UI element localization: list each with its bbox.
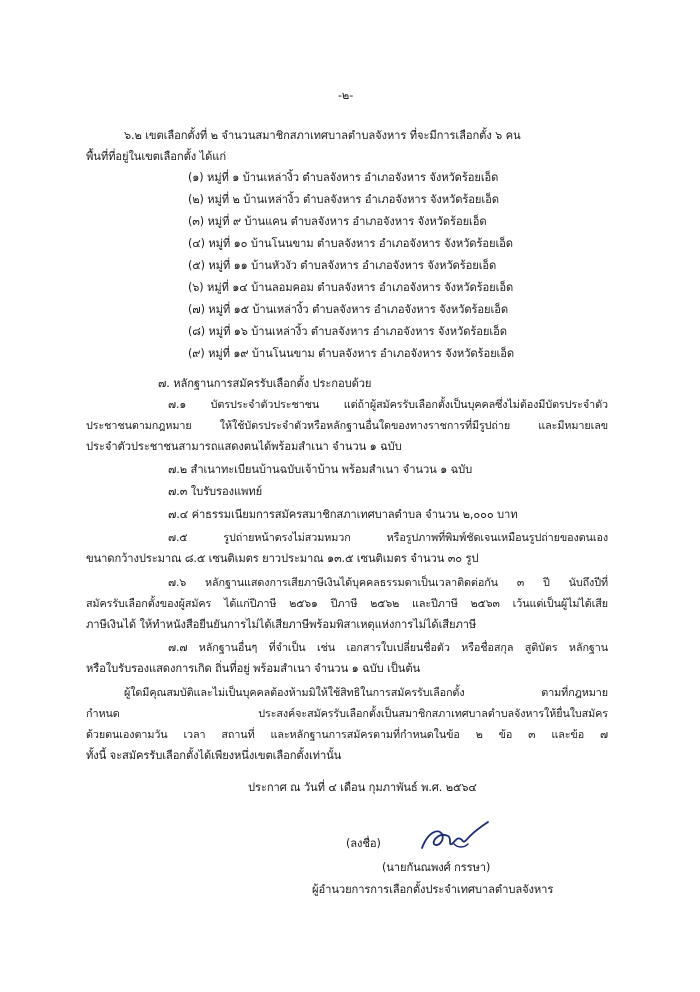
item-7-7-line: ๗.๗ หลักฐานอื่นๆ ที่จำเป็น เช่น เอกสารใบเปลี่ยนชื่อตัว หรือชื่อสกุล สูติบัตร หลักฐาน [168,641,608,654]
announcement-date: ประกาศ ณ วันที่ ๔ เดือน กุมภาพันธ์ พ.ศ. ๒๕๖๔ [248,781,477,794]
item-7-3: ๗.๓ ใบรับรองแพทย์ [168,485,263,498]
closing-line: กำหนด ประสงค์จะสมัครรับเลือกตั้งเป็นสมาชิกสภาเทศบาลตำบลจังหารให้ยื่นใบสมัคร [86,707,608,720]
section-6-2-heading: ๖.๒ เขตเลือกตั้งที่ ๒ จำนวนสมาชิกสภาเทศบาลตำบลจังหาร ที่จะมีการเลือกตั้ง ๖ คน [124,129,521,142]
section-6-2-area-intro: พื้นที่ที่อยู่ในเขตเลือกตั้ง ได้แก่ [86,150,227,163]
handwritten-signature [418,818,492,858]
village-item: (๘) หมู่ที่ ๑๖ บ้านเหล่างิ้ว ตำบลจังหาร อำเภอจังหาร จังหวัดร้อยเอ็ด [188,325,507,338]
page-number: -๒- [338,89,354,102]
item-7-7-line: หรือใบรับรองแสดงการเกิด ถิ่นที่อยู่ พร้อมสำเนา จำนวน ๑ ฉบับ เป็นต้น [86,662,421,675]
village-item: (๗) หมู่ที่ ๑๕ บ้านเหล่างิ้ว ตำบลจังหาร อำเภอจังหาร จังหวัดร้อยเอ็ด [188,303,509,316]
item-7-1-line: ๗.๑ บัตรประจำตัวประชาชน แต่ถ้าผู้สมัครรับเลือกตั้งเป็นบุคคลซึ่งไม่ต้องมีบัตรประจำตัว [168,398,608,411]
signatory-name: (นายกันณพงศ์ กรรษา) [382,861,491,874]
signatory-position: ผู้อำนวยการการเลือกตั้งประจำเทศบาลตำบลจังหาร [312,883,554,896]
village-item: (๙) หมู่ที่ ๑๙ บ้านโนนขาม ตำบลจังหาร อำเภอจังหาร จังหวัดร้อยเอ็ด [188,347,515,360]
closing-line: ผู้ใดมีคุณสมบัติและไม่เป็นบุคคลต้องห้ามมิให้ใช้สิทธิในการสมัครรับเลือกตั้ง ตามที่กฎหมาย [124,686,608,699]
signature-label: (ลงชื่อ) [346,837,381,850]
closing-line: ทั้งนี้ จะสมัครรับเลือกตั้งได้เพียงหนึ่งเขตเลือกตั้งเท่านั้น [86,749,342,762]
village-item: (๑) หมู่ที่ ๑ บ้านเหล่างิ้ว ตำบลจังหาร อำเภอจังหาร จังหวัดร้อยเอ็ด [188,171,499,184]
item-7-5-line: ๗.๕ รูปถ่ายหน้าตรงไม่สวมหมวก หรือรูปภาพที่พิมพ์ชัดเจนเหมือนรูปถ่ายของตนเอง [168,531,608,544]
item-7-4: ๗.๔ ค่าธรรมเนียมการสมัครสมาชิกสภาเทศบาลตำบล จำนวน ๒,๐๐๐ บาท [168,508,518,521]
item-7-6-line: ภาษีเงินได้ ให้ทำหนังสือยืนยันการไม่ได้เสียภาษีพร้อมพิสาเหตุแห่งการไม่ได้เสียภาษี [86,618,477,631]
item-7-5-line: ขนาดกว้างประมาณ ๘.๕ เซนติเมตร ยาวประมาณ ๑๓.๕ เซนติเมตร จำนวน ๓๐ รูป [86,552,479,565]
item-7-6-line: สมัครรับเลือกตั้งของผู้สมัคร ได้แก่ปีภาษี ๒๕๖๑ ปีภาษี ๒๕๖๒ และปีภาษี ๒๕๖๓ เว้นแต่เป็นผู้ไม่ได้เสีย [86,597,608,610]
village-item: (๕) หมู่ที่ ๑๑ บ้านหัวงัว ตำบลจังหาร อำเภอจังหาร จังหวัดร้อยเอ็ด [188,259,497,272]
closing-line: ด้วยตนเองตามวัน เวลา สถานที่ และหลักฐานการสมัครตามที่กำหนดในข้อ ๒ ข้อ ๓ และข้อ ๗ [86,728,608,741]
item-7-1-line: ประชาชนตามกฎหมาย ให้ใช้บัตรประจำตัวหรือหลักฐานอื่นใดของทางราชการที่มีรูปถ่าย และมีหมายเลข [86,419,608,432]
village-item: (๒) หมู่ที่ ๒ บ้านเหล่างิ้ว ตำบลจังหาร อำเภอจังหาร จังหวัดร้อยเอ็ด [188,193,499,206]
item-7-6-line: ๗.๖ หลักฐานแสดงการเสียภาษีเงินได้บุคคลธรรมดาเป็นเวลาติดต่อกัน ๓ ปี นับถึงปีที่ [168,576,608,589]
village-item: (๖) หมู่ที่ ๑๔ บ้านลอมคอม ตำบลจังหาร อำเภอจังหาร จังหวัดร้อยเอ็ด [188,281,514,294]
village-item: (๓) หมู่ที่ ๙ บ้านแคน ตำบลจังหาร อำเภอจังหาร จังหวัดร้อยเอ็ด [188,215,487,228]
item-7-1-line: ประจำตัวประชาชนสามารถแสดงตนได้พร้อมสำเนา จำนวน ๑ ฉบับ [86,440,402,453]
item-7-2: ๗.๒ สำเนาทะเบียนบ้านฉบับเจ้าบ้าน พร้อมสำเนา จำนวน ๑ ฉบับ [168,463,473,476]
village-item: (๔) หมู่ที่ ๑๐ บ้านโนนขาม ตำบลจังหาร อำเภอจังหาร จังหวัดร้อยเอ็ด [188,237,513,250]
section-7-heading: ๗. หลักฐานการสมัครรับเลือกตั้ง ประกอบด้วย [158,377,372,390]
